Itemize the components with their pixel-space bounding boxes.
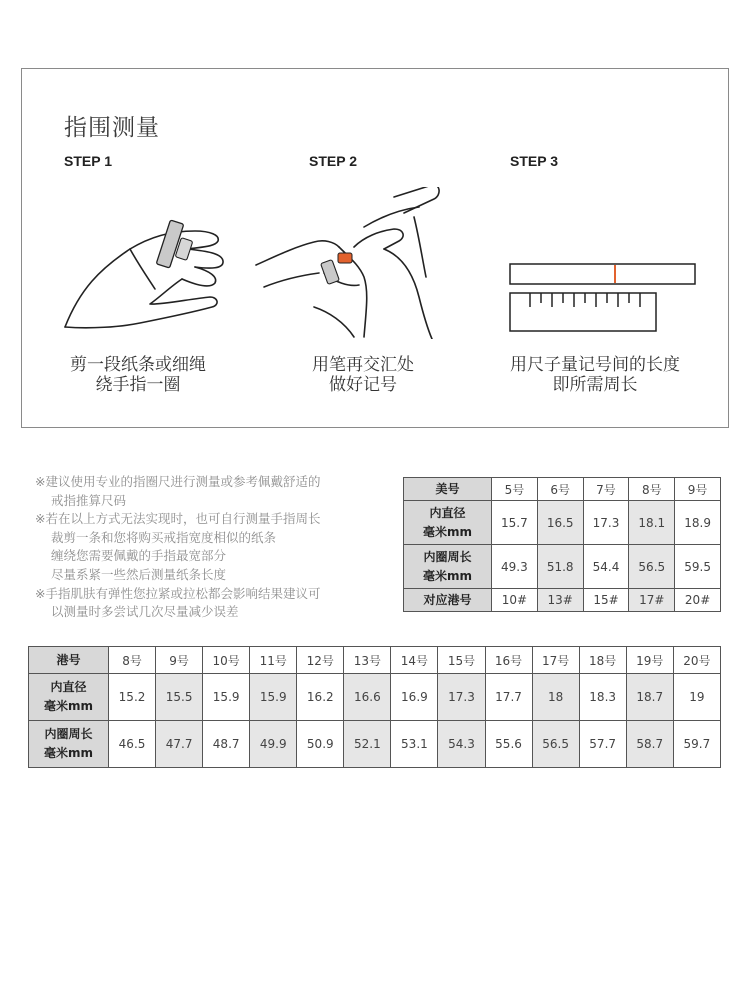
table-cell: 6号: [537, 478, 583, 501]
table-cell: 17.3: [438, 674, 485, 721]
table-cell: 51.8: [537, 545, 583, 589]
row-label-line: 毫米mm: [422, 568, 472, 583]
table-cell: 17号: [532, 647, 579, 674]
table-cell: 7号: [583, 478, 629, 501]
table-cell: 56.5: [629, 545, 675, 589]
table-cell: 59.7: [673, 721, 720, 768]
note-line: 裁剪一条和您将购买戒指宽度相似的纸条: [51, 529, 277, 545]
table-cell: 18: [532, 674, 579, 721]
ruler: [510, 293, 656, 331]
note-line: 缠绕您需要佩戴的手指最宽部分: [51, 548, 227, 564]
step-1-caption: [70, 355, 206, 395]
table-row: [404, 478, 721, 501]
table-cell: 16.6: [344, 674, 391, 721]
table-cell: 15.2: [109, 674, 156, 721]
table-cell: 59.5: [675, 545, 721, 589]
step-3-caption-line: 即所需周长: [552, 375, 638, 395]
row-label-line: 美号: [435, 481, 460, 496]
row-label-line: 内直径: [50, 680, 87, 694]
table-cell: 46.5: [109, 721, 156, 768]
step-3-caption-line: 用尺子量记号间的长度: [510, 355, 680, 375]
table-cell: 19: [673, 674, 720, 721]
table-cell: 57.7: [579, 721, 626, 768]
mark-with-pen-illustration: [254, 187, 454, 339]
table-cell: 18.7: [626, 674, 673, 721]
table-cell: 8号: [629, 478, 675, 501]
note-line: ※建议使用专业的指圈尺进行测量或参考佩戴舒适的: [35, 474, 321, 489]
step-2-caption-line: 用笔再交汇处: [312, 355, 414, 375]
table-cell: 19号: [626, 647, 673, 674]
ring-measure-guide: [21, 68, 729, 428]
step-3-label: STEP 3: [510, 153, 558, 169]
table-cell: 18号: [579, 647, 626, 674]
table-cell: 50.9: [297, 721, 344, 768]
row-label-line: 内圈周长: [44, 727, 93, 741]
step-1-caption-line: 剪一段纸条或细绳: [70, 355, 206, 375]
note-line: 戒指推算尺码: [51, 492, 127, 508]
table-cell: 16.5: [537, 501, 583, 545]
table-row: [404, 501, 721, 545]
step-2-caption: [312, 355, 414, 395]
table-cell: 15.7: [492, 501, 538, 545]
table-cell: 53.1: [391, 721, 438, 768]
table-cell: 18.9: [675, 501, 721, 545]
table-cell: 12号: [297, 647, 344, 674]
step-2-label: STEP 2: [309, 153, 357, 169]
note-line: ※若在以上方式无法实现时，也可自行测量手指周长: [35, 511, 321, 527]
table-cell: 15#: [583, 589, 629, 612]
table-cell: 10#: [492, 589, 538, 612]
row-label: [29, 721, 109, 768]
table-cell: 9号: [156, 647, 203, 674]
table-cell: 55.6: [485, 721, 532, 768]
table-cell: 9号: [675, 478, 721, 501]
paper-strip: [510, 264, 695, 284]
row-label: [29, 647, 109, 674]
table-cell: 15.5: [156, 674, 203, 721]
table-cell: 49.3: [492, 545, 538, 589]
table-row: [29, 647, 721, 674]
table-cell: 13#: [537, 589, 583, 612]
table-row: [29, 721, 721, 768]
row-label: [404, 589, 492, 612]
table-cell: 17#: [629, 589, 675, 612]
table-cell: 15.9: [203, 674, 250, 721]
row-label: [29, 674, 109, 721]
step-3-caption: [510, 355, 680, 395]
table-row: [29, 674, 721, 721]
table-cell: 16号: [485, 647, 532, 674]
row-label: [404, 501, 492, 545]
table-cell: 20号: [673, 647, 720, 674]
table-cell: 56.5: [532, 721, 579, 768]
row-label: [404, 545, 492, 589]
table-cell: 15.9: [250, 674, 297, 721]
row-label-line: 内圈周长: [423, 549, 472, 564]
row-label-line: 毫米mm: [422, 524, 472, 539]
table-cell: 16.9: [391, 674, 438, 721]
note-line: 尽量系紧一些然后测量纸条长度: [51, 566, 227, 582]
note-line: ※手指肌肤有弹性您拉紧或拉松都会影响结果建议可: [35, 585, 321, 601]
table-row: [404, 589, 721, 612]
ruler-measure-illustration: [508, 261, 698, 333]
table-cell: 10号: [203, 647, 250, 674]
table-cell: 15号: [438, 647, 485, 674]
us-size-table: [403, 477, 721, 612]
table-cell: 52.1: [344, 721, 391, 768]
row-label-line: 毫米mm: [43, 699, 93, 713]
step-2-caption-line: 做好记号: [329, 375, 397, 395]
table-cell: 16.2: [297, 674, 344, 721]
note-line: 以测量时多尝试几次尽量减少误差: [51, 604, 239, 620]
table-cell: 49.9: [250, 721, 297, 768]
row-label-line: 毫米mm: [43, 746, 93, 760]
table-cell: 17.7: [485, 674, 532, 721]
table-cell: 54.3: [438, 721, 485, 768]
row-label-line: 内直径: [429, 505, 466, 520]
table-cell: 58.7: [626, 721, 673, 768]
table-cell: 5号: [492, 478, 538, 501]
row-label-line: 港号: [56, 652, 81, 667]
hand-wrap-paper-illustration: [60, 209, 240, 339]
step-1-caption-line: 绕手指一圈: [95, 375, 181, 395]
table-cell: 47.7: [156, 721, 203, 768]
row-label-line: 对应港号: [423, 592, 472, 607]
table-cell: 17.3: [583, 501, 629, 545]
table-row: [404, 545, 721, 589]
measurement-notes: [35, 473, 385, 622]
row-label: [404, 478, 492, 501]
step-1-label: STEP 1: [64, 153, 112, 169]
table-cell: 14号: [391, 647, 438, 674]
table-cell: 13号: [344, 647, 391, 674]
table-cell: 11号: [250, 647, 297, 674]
table-cell: 18.3: [579, 674, 626, 721]
guide-title: 指围测量: [64, 115, 160, 141]
hk-size-table: [28, 646, 721, 768]
table-cell: 54.4: [583, 545, 629, 589]
table-cell: 18.1: [629, 501, 675, 545]
table-cell: 8号: [109, 647, 156, 674]
table-cell: 20#: [675, 589, 721, 612]
table-cell: 48.7: [203, 721, 250, 768]
